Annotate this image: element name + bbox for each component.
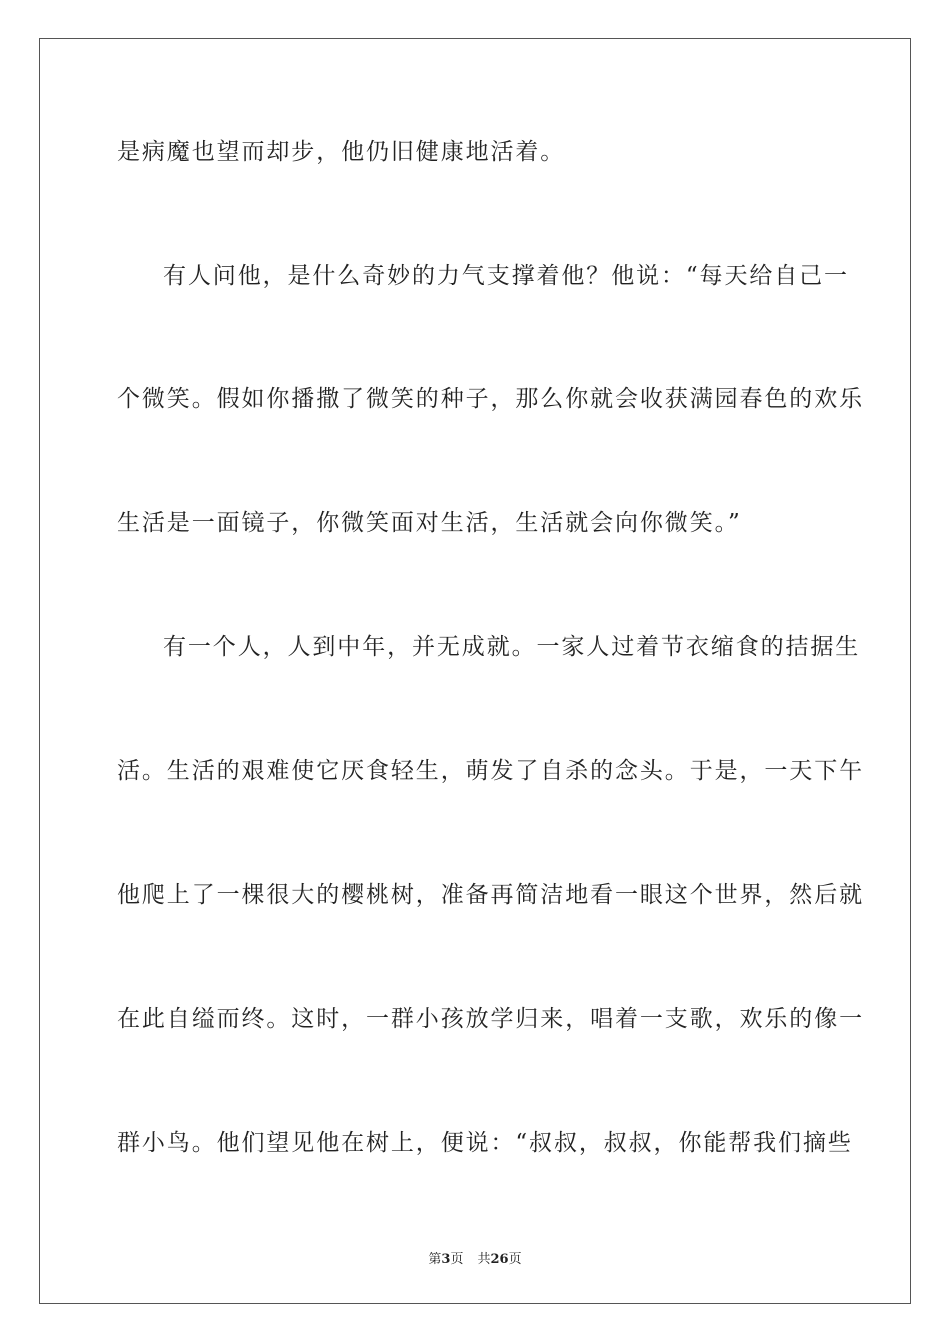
paragraph-line: 在此自缢而终。这时，一群小孩放学归来，唱着一支歌，欢乐的像一 bbox=[117, 1006, 864, 1032]
paragraph-line: 有人问他，是什么奇妙的力气支撑着他？他说：“每天给自己一 bbox=[163, 263, 849, 289]
total-prefix: 共 bbox=[477, 1252, 491, 1267]
page-prefix: 第 bbox=[428, 1252, 442, 1267]
total-suffix: 页 bbox=[508, 1252, 522, 1267]
total-pages: 26 bbox=[490, 1252, 509, 1267]
paragraph-line: 个微笑。假如你播撒了微笑的种子，那么你就会收获满园春色的欢乐 bbox=[117, 386, 864, 412]
paragraph-line: 是病魔也望而却步，他仍旧健康地活着。 bbox=[117, 139, 566, 165]
page-suffix: 页 bbox=[450, 1252, 464, 1267]
paragraph-line: 有一个人，人到中年，并无成就。一家人过着节衣缩食的拮据生 bbox=[163, 634, 861, 660]
page-number: 3 bbox=[441, 1252, 451, 1267]
paragraph-line: 他爬上了一棵很大的樱桃树，准备再简洁地看一眼这个世界，然后就 bbox=[117, 882, 864, 908]
paragraph-line: 群小鸟。他们望见他在树上，便说：“叔叔，叔叔，你能帮我们摘些 bbox=[117, 1130, 853, 1156]
page-footer bbox=[0, 1248, 950, 1267]
page-border bbox=[39, 38, 911, 1304]
paragraph-line: 活。生活的艰难使它厌食轻生，萌发了自杀的念头。于是，一天下午 bbox=[117, 758, 864, 784]
paragraph-line: 生活是一面镜子，你微笑面对生活，生活就会向你微笑。” bbox=[117, 510, 742, 536]
